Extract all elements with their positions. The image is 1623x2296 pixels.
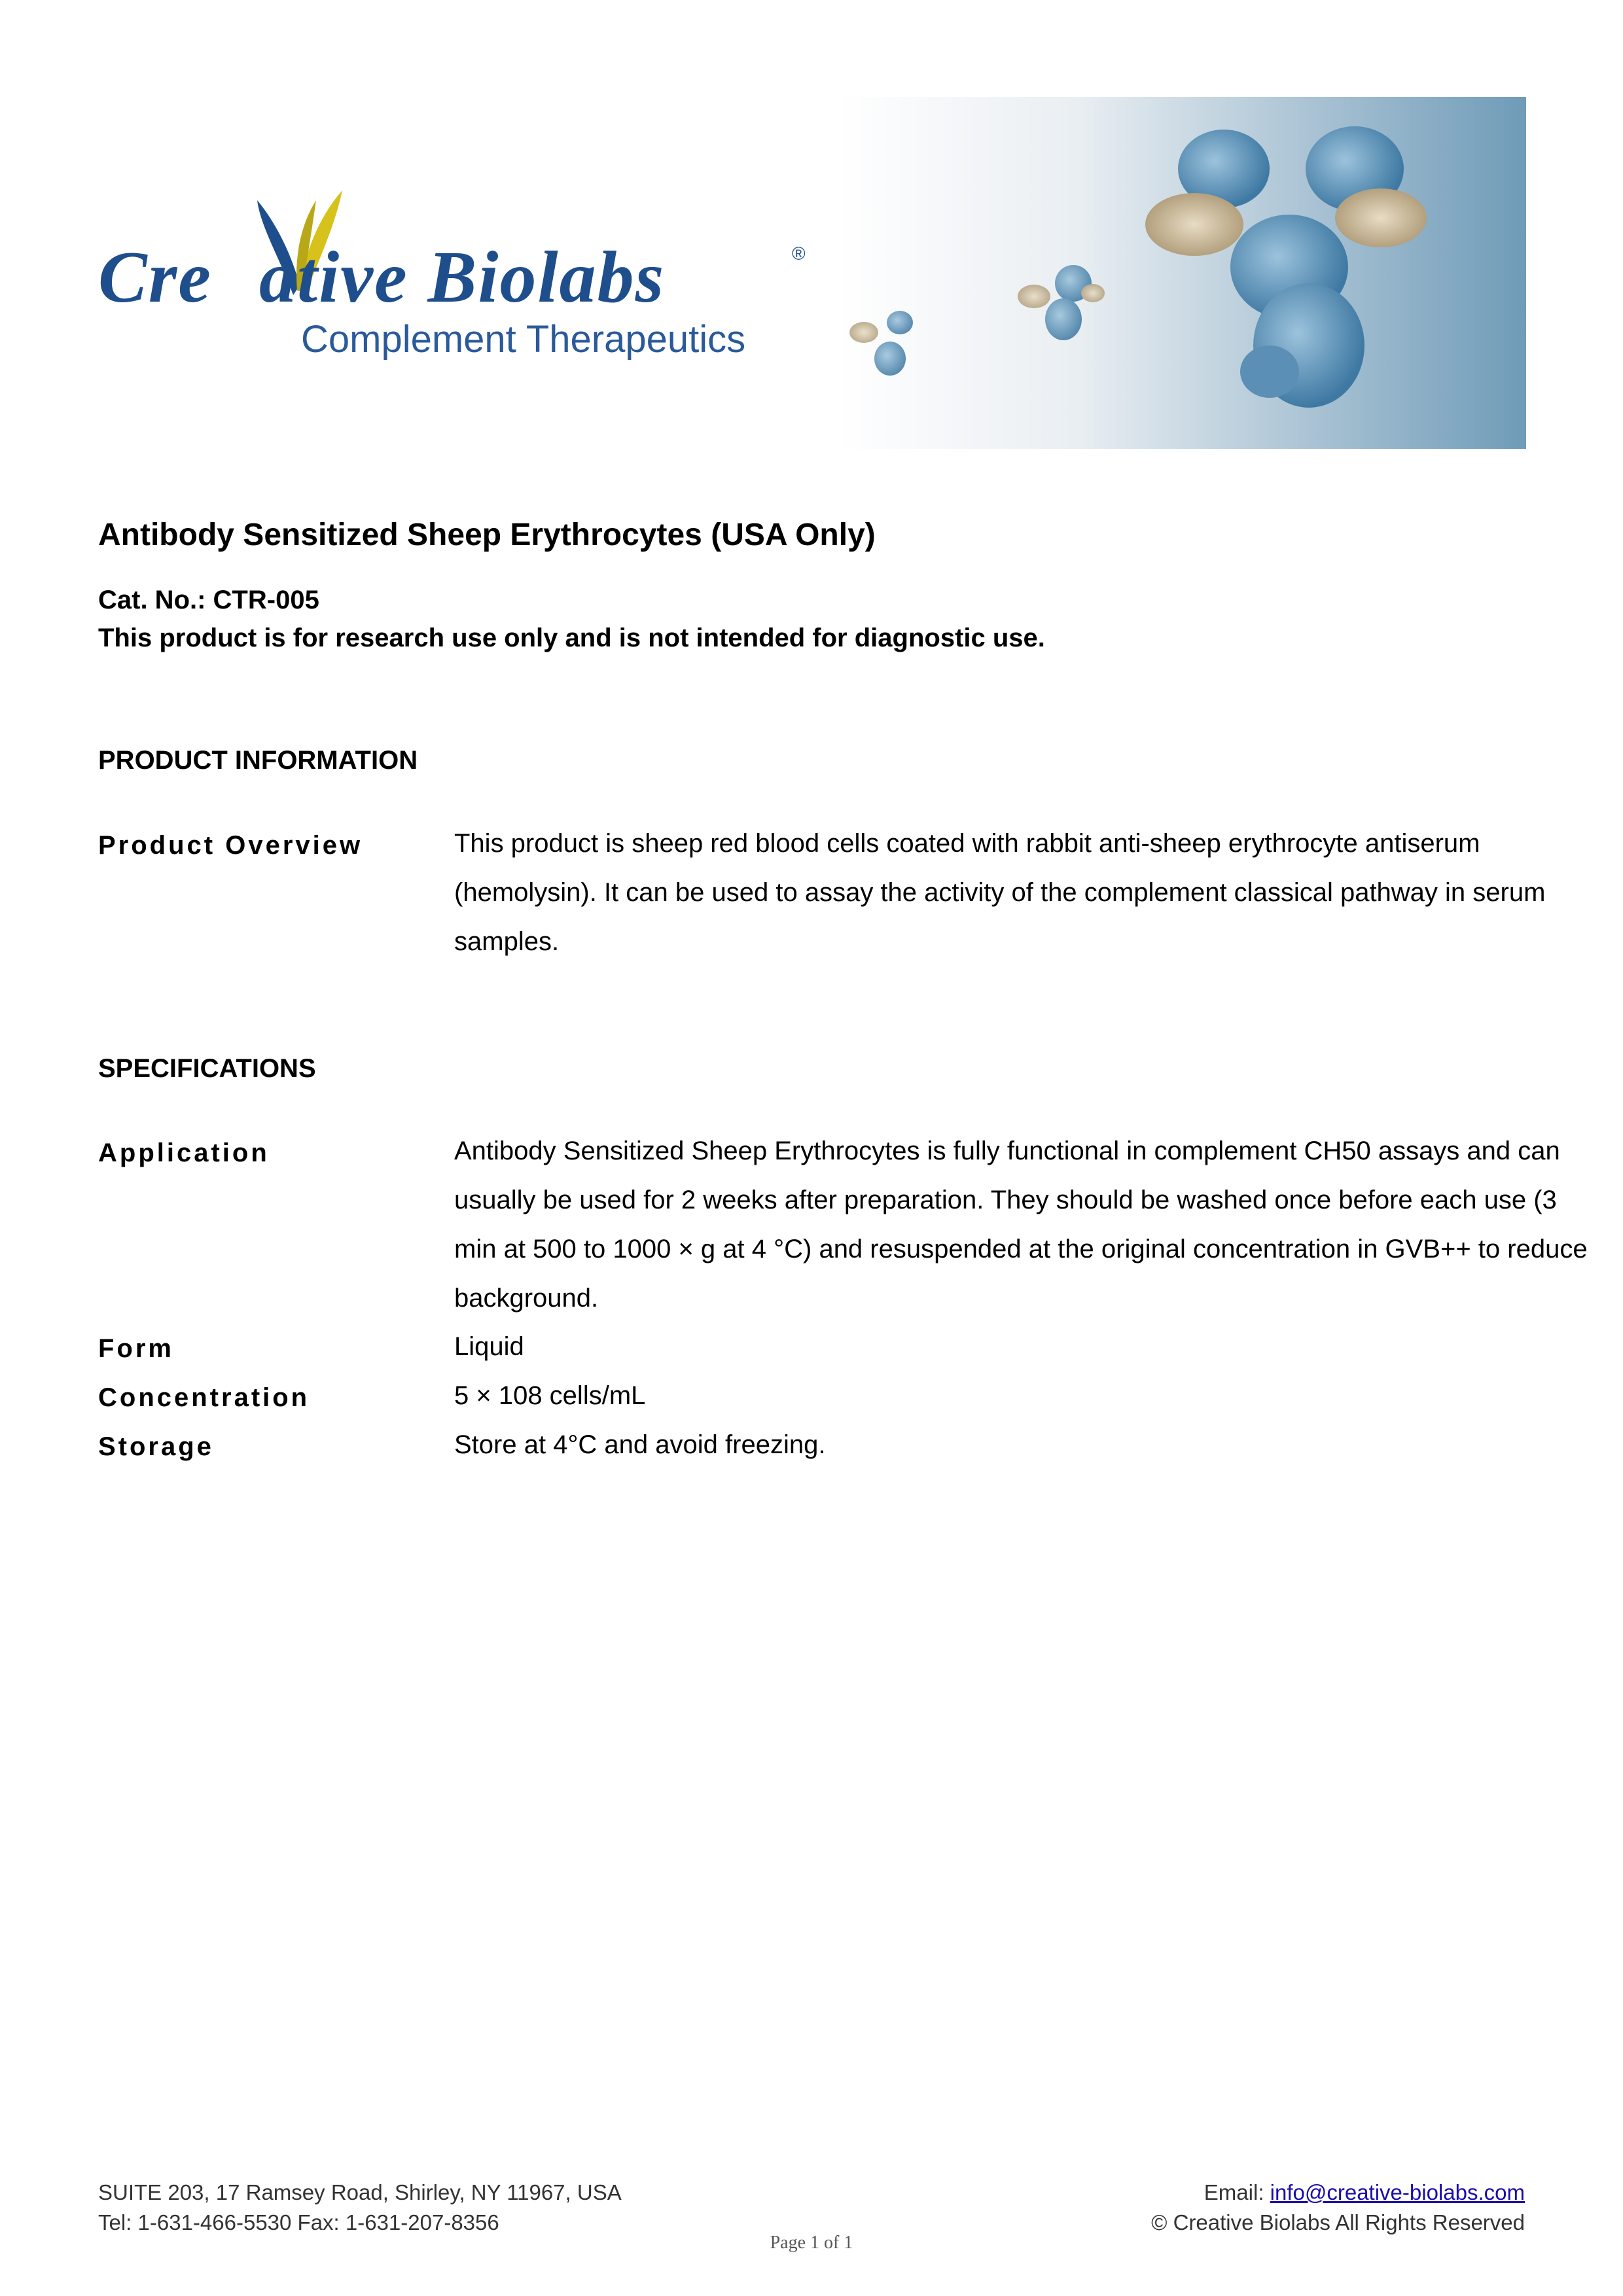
footer-right xyxy=(1151,2178,1525,2238)
field-label: Concentration xyxy=(98,1383,310,1412)
field-value: Antibody Sensitized Sheep Erythrocytes is fully functional in complement CH50 assays and can usually be used for 2 weeks after preparation. They should be washed once before each use (3 min at 500 to 1000 × g at 4 °C) and resuspended at the original concentration in GVB++ to reduce background. xyxy=(454,1137,1588,1313)
footer-phone-fax: Tel: 1-631-466-5530 Fax: 1-631-207-8356 xyxy=(98,2210,499,2234)
field-label: Form xyxy=(98,1334,174,1363)
footer-email-line xyxy=(1151,2178,1525,2208)
antibody-banner-image xyxy=(838,97,1526,449)
page-number: Page 1 of 1 xyxy=(770,2233,853,2253)
field-value: 5 × 108 cells/mL xyxy=(454,1381,646,1410)
section-heading-specifications: SPECIFICATIONS xyxy=(98,1054,316,1083)
field-value: This product is sheep red blood cells coated with rabbit anti-sheep erythrocyte antiserum (hemolysin). It can be used to assay the activity of the complement classical pathway in serum samples. xyxy=(454,829,1546,956)
section-heading-product-information: PRODUCT INFORMATION xyxy=(98,746,418,775)
field-value: Liquid xyxy=(454,1332,524,1361)
field-label: Product Overview xyxy=(98,831,363,860)
logo-tagline: Complement Therapeutics xyxy=(301,318,746,361)
company-logo xyxy=(98,183,825,373)
logo-wordmark: Cre ative Biolabs xyxy=(98,237,666,318)
email-link[interactable]: info@creative-biolabs.com xyxy=(1270,2180,1525,2204)
footer-contact xyxy=(98,2178,622,2238)
footer-address: SUITE 203, 17 Ramsey Road, Shirley, NY 11967, USA xyxy=(98,2180,622,2204)
product-title: Antibody Sensitized Sheep Erythrocytes (USA Only) xyxy=(98,518,876,552)
field-value: Store at 4°C and avoid freezing. xyxy=(454,1430,826,1459)
email-label: Email: xyxy=(1204,2180,1270,2204)
field-label: Application xyxy=(98,1139,270,1167)
field-label: Storage xyxy=(98,1432,214,1461)
footer-copyright: © Creative Biolabs All Rights Reserved xyxy=(1151,2210,1525,2234)
research-use-notice: This product is for research use only and is not intended for diagnostic use. xyxy=(98,624,1045,652)
registered-mark: ® xyxy=(792,243,806,264)
catalog-number: Cat. No.: CTR-005 xyxy=(98,586,319,614)
